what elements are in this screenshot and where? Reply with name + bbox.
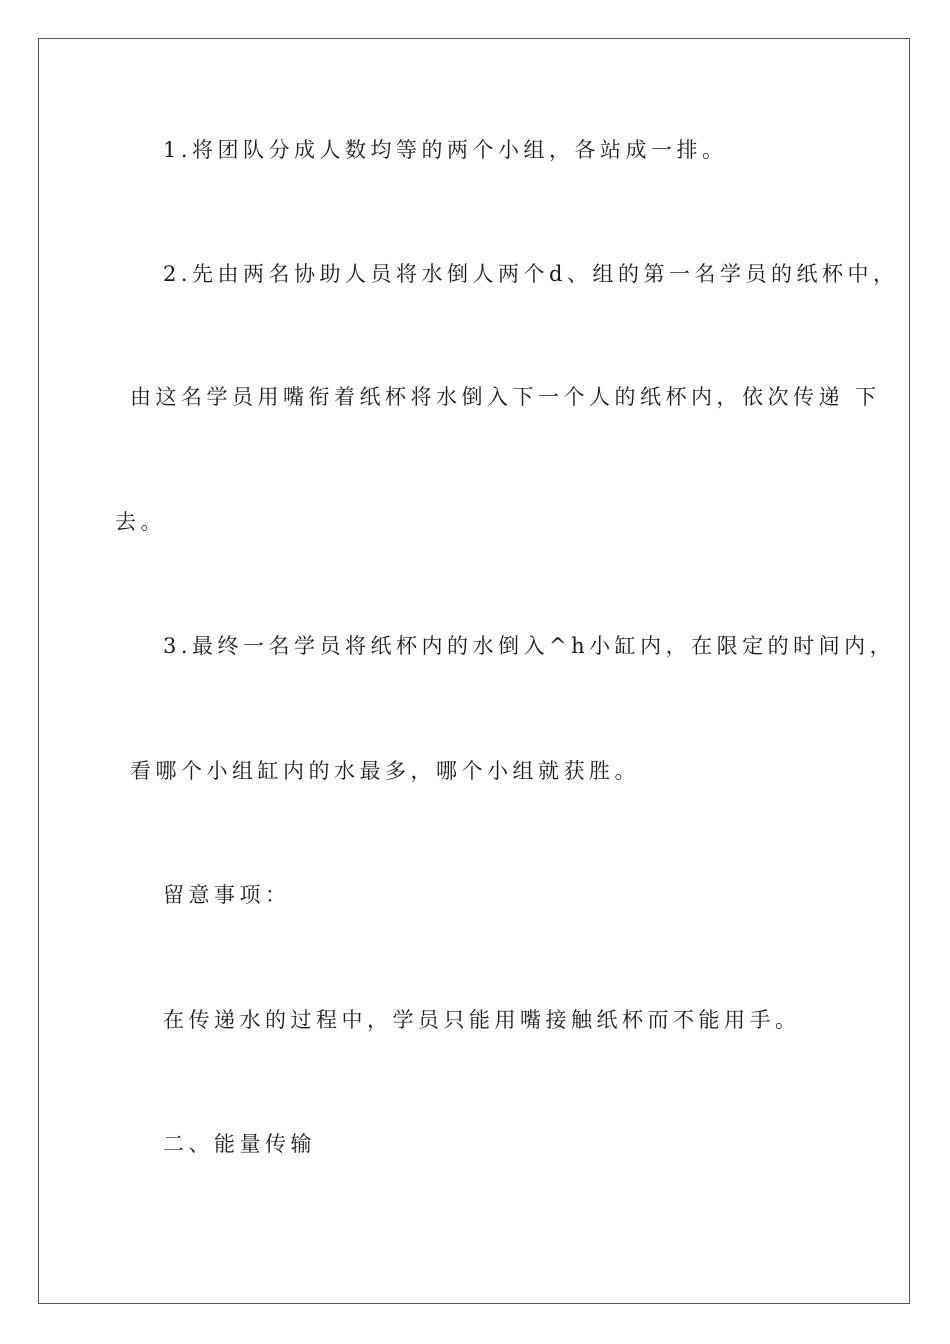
- text-line-3: 由这名学员用嘴衔着纸杯将水倒入下一个人的纸杯内，依次传递 下: [130, 385, 881, 409]
- section-heading-energy-transfer: 二、能量传输: [163, 1132, 316, 1156]
- text-line-4: 去。: [115, 510, 166, 534]
- text-line-6: 看哪个小组缸内的水最多，哪个小组就获胜。: [130, 759, 640, 783]
- text-line-2: 2.先由两名协助人员将水倒人两个d、组的第一名学员的纸杯中，: [163, 262, 899, 286]
- text-line-8: 在传递水的过程中，学员只能用嘴接触纸杯而不能用手。: [163, 1008, 801, 1032]
- text-line-5: 3.最终一名学员将纸杯内的水倒入^h小缸内，在限定的时间内，: [163, 634, 896, 658]
- section-label-notes: 留意事项：: [163, 883, 291, 907]
- text-line-1: 1.将团队分成人数均等的两个小组，各站成一排。: [163, 138, 728, 162]
- page-border: [38, 38, 910, 1304]
